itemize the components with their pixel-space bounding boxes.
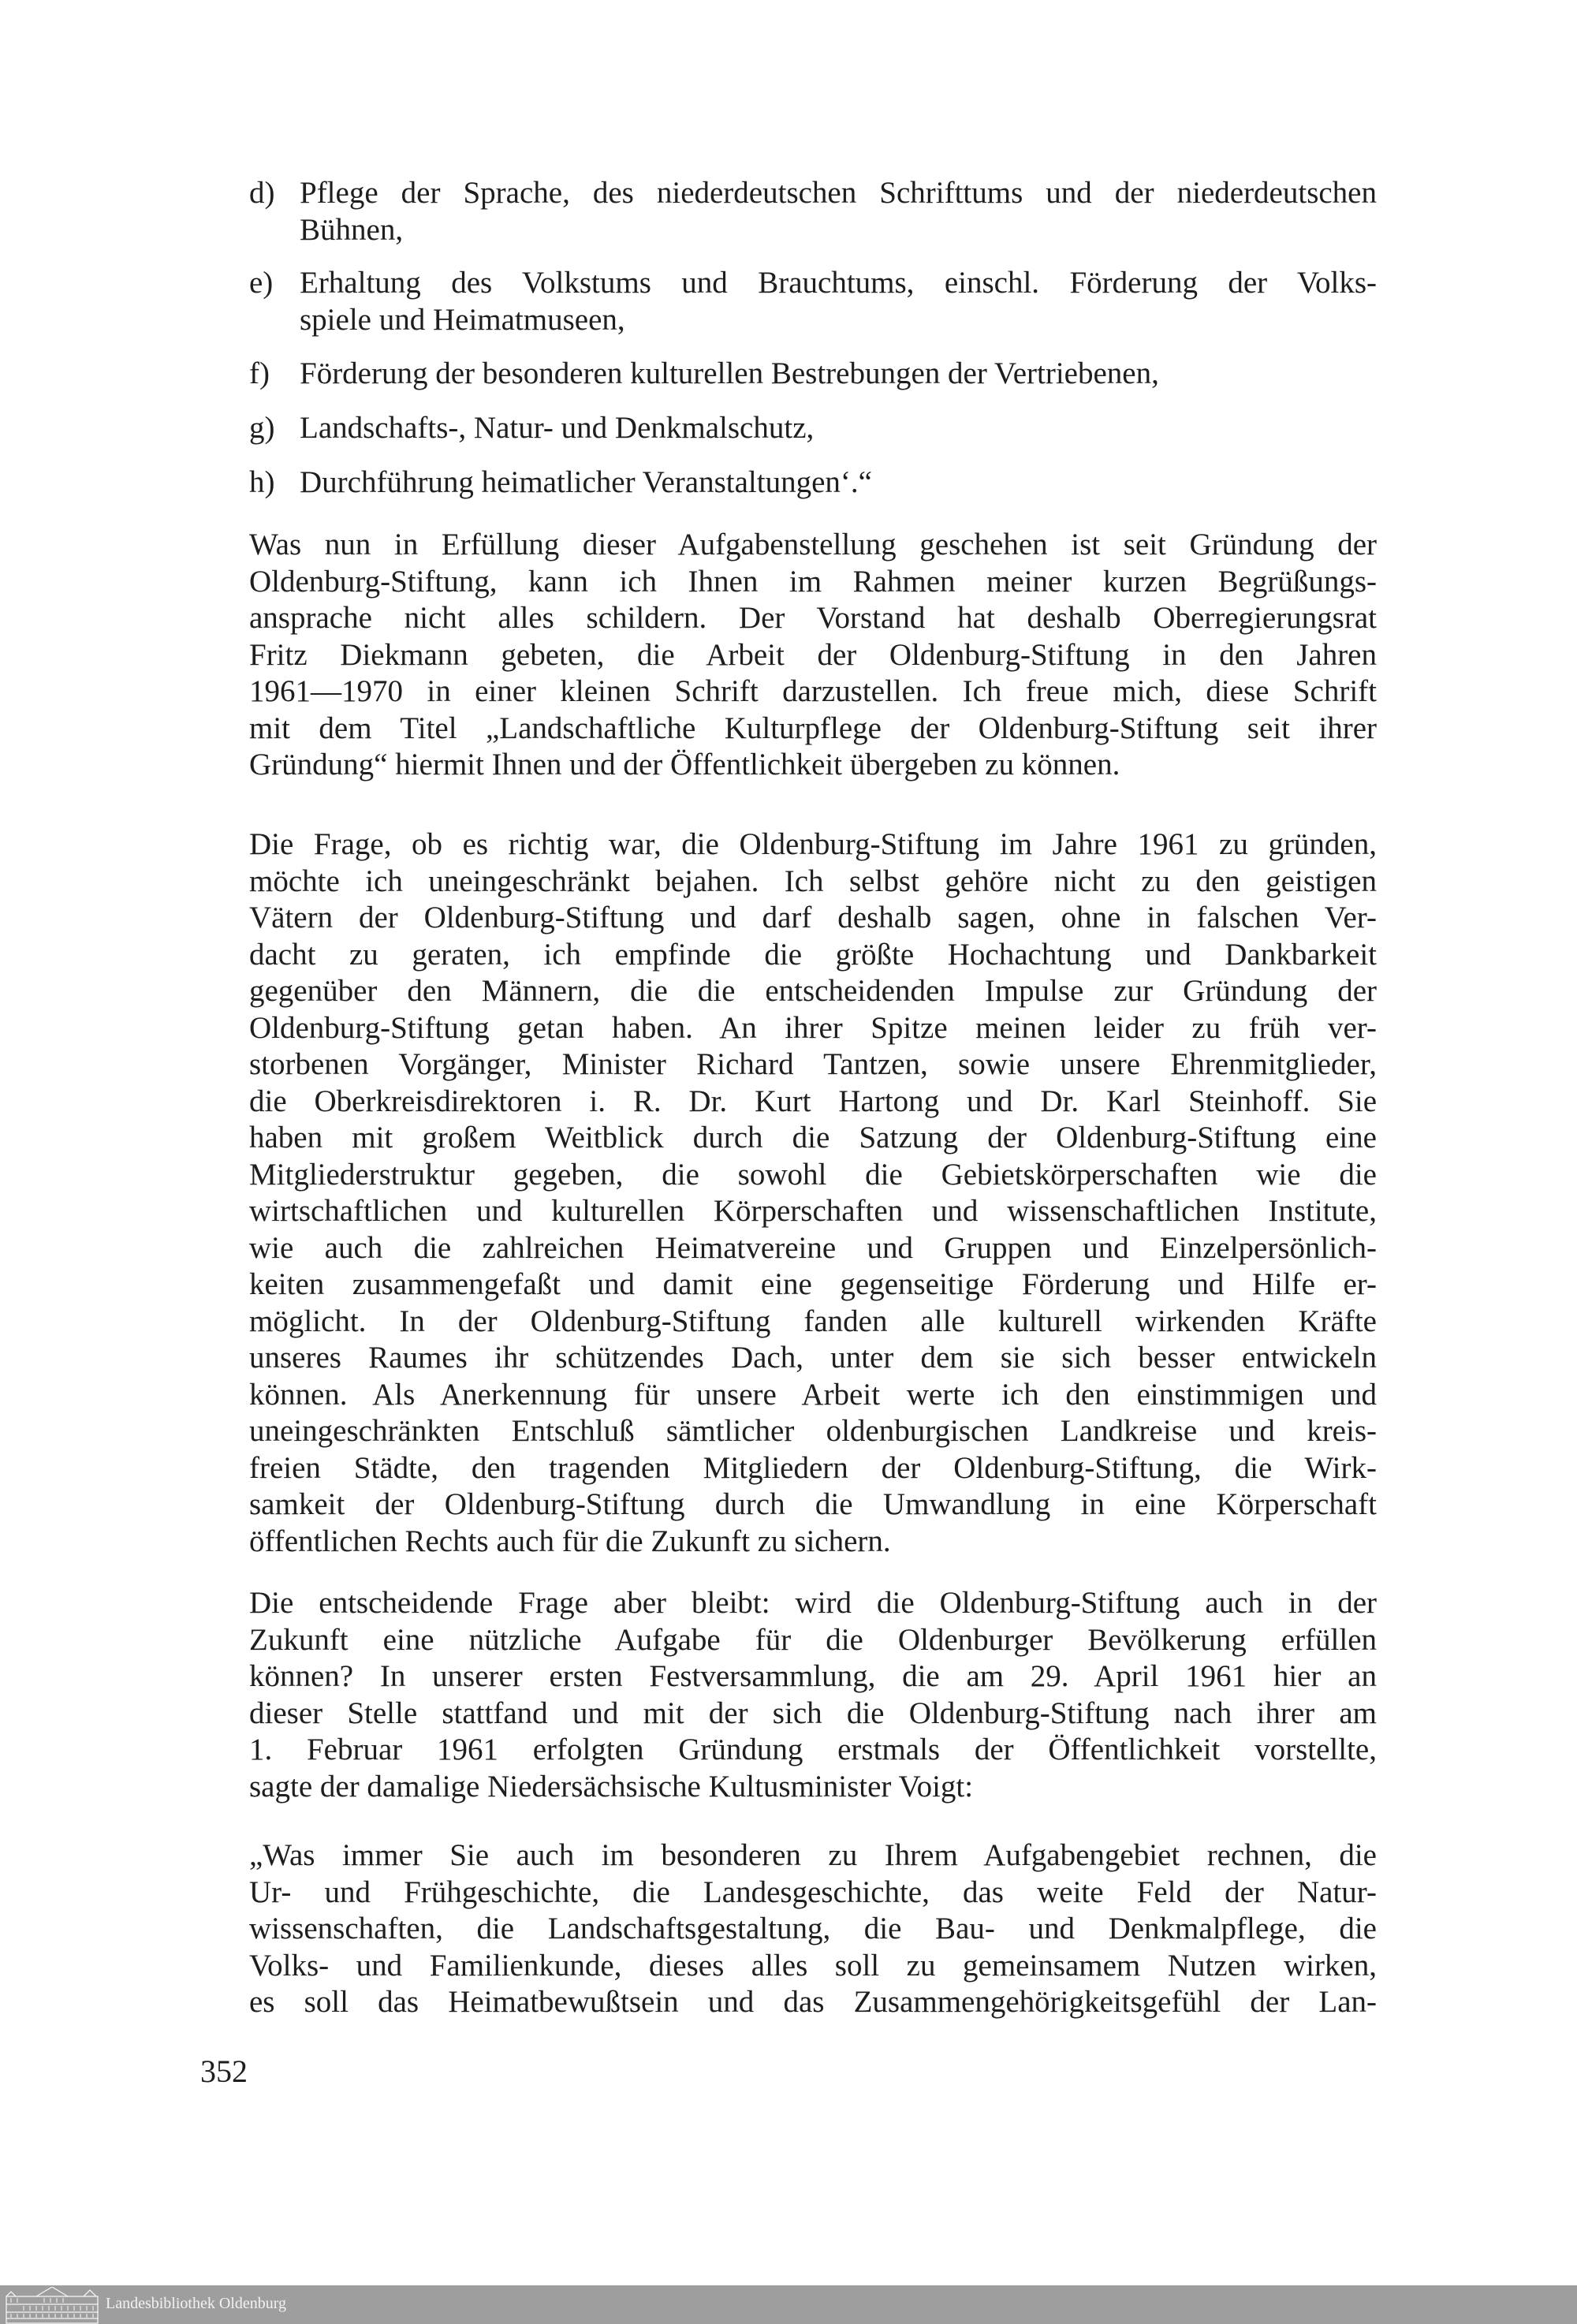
page-number: 352: [200, 2054, 248, 2089]
text-line: storbenen Vorgänger, Minister Richard Tantzen, sowie unsere Ehrenmitglieder,: [249, 1047, 1377, 1081]
text-line: gegenüber den Männern, die die entscheidenden Impulse zur Gründung der: [249, 974, 1377, 1008]
text-line: Was nun in Erfüllung dieser Aufgabenstellung geschehen ist seit Gründung der: [249, 528, 1377, 561]
paragraph-1: [249, 527, 1377, 784]
list-line: Pflege der Sprache, des niederdeutschen Schrifttums und der niederdeutschen: [300, 176, 1377, 210]
text-line: haben mit großem Weitblick durch die Satzung der Oldenburg-Stiftung eine: [249, 1121, 1377, 1155]
text-line: Fritz Diekmann gebeten, die Arbeit der Oldenburg-Stiftung in den Jahren: [249, 637, 1377, 672]
list-item-g: [249, 410, 1377, 447]
text-line: 1961—1970 in einer kleinen Schrift darzustellen. Ich freue mich, diese Schrift: [249, 674, 1377, 708]
paragraph-2: [249, 826, 1377, 1560]
text-line: dieser Stelle stattfand und mit der sich die Oldenburg-Stiftung nach ihrer am: [249, 1695, 1377, 1730]
list-item-h: [249, 464, 1377, 502]
list-line: Erhaltung des Volkstums und Brauchtums, einschl. Förderung der Volks-: [300, 266, 1377, 300]
list-label: h): [249, 465, 275, 499]
text-line: samkeit der Oldenburg-Stiftung durch die Umwandlung in eine Körperschaft: [249, 1487, 1377, 1521]
list-label: d): [249, 176, 275, 210]
text-line: Volks- und Familienkunde, dieses alles soll zu gemeinsamem Nutzen wirken,: [249, 1948, 1377, 1983]
list-label: e): [249, 266, 274, 300]
text-line: es soll das Heimatbewußtsein und das Zusammengehörigkeitsgefühl der Lan-: [249, 1985, 1377, 2019]
text-line: können. Als Anerkennung für unsere Arbeit werte ich den einstimmigen und: [249, 1377, 1377, 1412]
text-line: können? In unserer ersten Festversammlung, die am 29. April 1961 hier an: [249, 1659, 1377, 1693]
paragraph-3: [249, 1585, 1377, 1805]
quote-paragraph: [249, 1837, 1377, 2021]
text-line: Vätern der Oldenburg-Stiftung und darf deshalb sagen, ohne in falschen Ver-: [249, 901, 1377, 934]
list-item-d: [249, 175, 1377, 248]
library-building-icon: [5, 2287, 99, 2324]
list-line: Bühnen,: [300, 212, 404, 247]
list-label: f): [249, 356, 270, 390]
text-line: Die entscheidende Frage aber bleibt: wird die Oldenburg-Stiftung auch in der: [249, 1586, 1377, 1620]
text-line: sagte der damalige Niedersächsische Kultusminister Voigt:: [249, 1769, 974, 1804]
list-line: spiele und Heimatmuseen,: [300, 302, 625, 337]
text-line: möchte ich uneingeschränkt bejahen. Ich selbst gehöre nicht zu den geistigen: [249, 864, 1377, 898]
text-line: keiten zusammengefaßt und damit eine gegenseitige Förderung und Hilfe er-: [249, 1267, 1377, 1301]
text-line: Mitgliederstruktur gegeben, die sowohl die Gebietskörperschaften wie die: [249, 1157, 1377, 1192]
text-line: öffentlichen Rechts auch für die Zukunft zu sichern.: [249, 1524, 891, 1558]
text-line: Oldenburg-Stiftung getan haben. An ihrer Spitze meinen leider zu früh ver-: [249, 1010, 1377, 1045]
list-item-f: [249, 356, 1377, 393]
text-line: Oldenburg-Stiftung, kann ich Ihnen im Rahmen meiner kurzen Begrüßungs-: [249, 564, 1377, 599]
text-line: wirtschaftlichen und kulturellen Körperschaften und wissenschaftlichen Institute,: [249, 1194, 1377, 1228]
text-line: möglicht. In der Oldenburg-Stiftung fanden alle kulturell wirkenden Kräfte: [249, 1304, 1377, 1338]
text-line: Ur- und Frühgeschichte, die Landesgeschichte, das weite Feld der Natur-: [249, 1874, 1377, 1909]
text-line: Die Frage, ob es richtig war, die Oldenburg-Stiftung im Jahre 1961 zu gründen,: [249, 827, 1377, 861]
text-line: unseres Raumes ihr schützendes Dach, unter dem sie sich besser entwickeln: [249, 1341, 1377, 1375]
text-line: wissenschaften, die Landschaftsgestaltung, die Bau- und Denkmalpflege, die: [249, 1912, 1377, 1945]
text-line: uneingeschränkten Entschluß sämtlicher oldenburgischen Landkreise und kreis-: [249, 1414, 1377, 1448]
text-line: Zukunft eine nützliche Aufgabe für die Oldenburger Bevölkerung erfüllen: [249, 1622, 1377, 1657]
text-line: die Oberkreisdirektoren i. R. Dr. Kurt Hartong und Dr. Karl Steinhoff. Sie: [249, 1084, 1377, 1118]
text-line: Gründung“ hiermit Ihnen und der Öffentlichkeit übergeben zu können.: [249, 748, 1120, 782]
text-line: wie auch die zahlreichen Heimatvereine und Gruppen und Einzelpersönlich-: [249, 1230, 1377, 1265]
text-line: freien Städte, den tragenden Mitgliedern der Oldenburg-Stiftung, die Wirk-: [249, 1450, 1377, 1485]
text-line: mit dem Titel „Landschaftliche Kulturpflege der Oldenburg-Stiftung seit ihrer: [249, 711, 1377, 745]
library-footer-bar: [0, 2285, 1577, 2324]
list-item-e: [249, 265, 1377, 338]
text-line: 1. Februar 1961 erfolgten Gründung erstmals der Öffentlichkeit vorstellte,: [249, 1733, 1377, 1766]
list-line: Durchführung heimatlicher Veranstaltungen‘.“: [300, 465, 872, 499]
list-line: Landschafts-, Natur- und Denkmalschutz,: [300, 411, 815, 445]
library-name: Landesbibliothek Oldenburg: [106, 2295, 287, 2312]
text-line: dacht zu geraten, ich empfinde die größte Hochachtung und Dankbarkeit: [249, 937, 1377, 972]
list-label: g): [249, 411, 275, 445]
list-line: Förderung der besonderen kulturellen Bestrebungen der Vertriebenen,: [300, 356, 1159, 390]
text-line: „Was immer Sie auch im besonderen zu Ihrem Aufgabengebiet rechnen, die: [249, 1838, 1377, 1872]
text-line: ansprache nicht alles schildern. Der Vorstand hat deshalb Oberregierungsrat: [249, 601, 1377, 635]
